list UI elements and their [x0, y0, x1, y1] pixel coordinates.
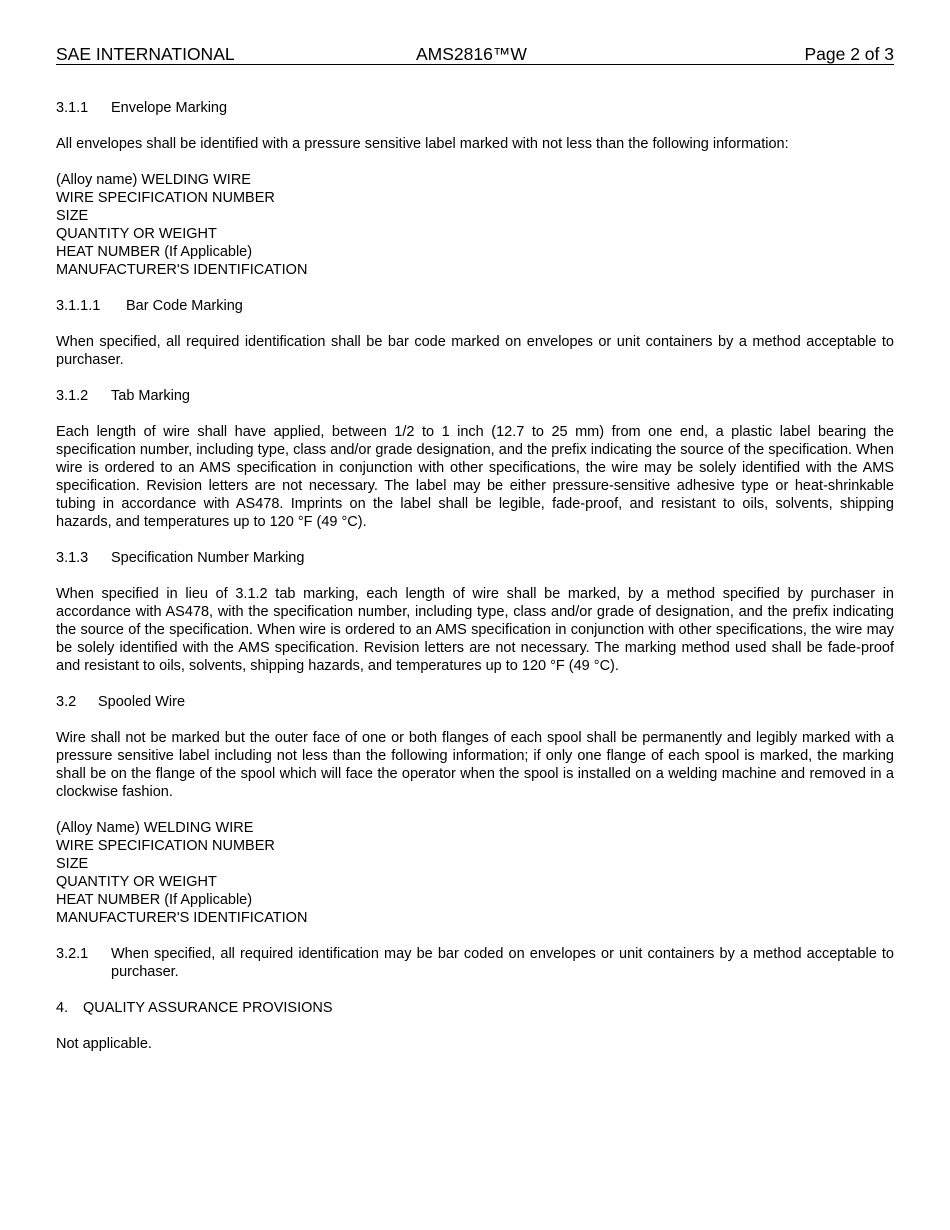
list-item: (Alloy name) WELDING WIRE — [56, 172, 251, 188]
envelope-marking-list — [56, 171, 894, 279]
section-number: 3.1.2 — [56, 388, 89, 404]
section-3-1-3-text: When specified in lieu of 3.1.2 tab marking, each length of wire shall be marked, by a method specified by purchaser in accordance with AS478, with the specification number, including type, class and/or grade of designation, and the prefix indicating the source of the specification. When wire is ordered to an AMS specification in conjunction with other specifications, the wire may be solely identified with the AMS specification. Revision letters are not necessary. The marking method used shall be fade-proof and resistant to oils, solvents, shipping hazards, and temperatures up to 120 °F (49 °C). — [56, 586, 894, 674]
section-title: Envelope Marking — [111, 100, 228, 116]
list-item: HEAT NUMBER (If Applicable) — [56, 244, 253, 260]
list-item: HEAT NUMBER (If Applicable) — [56, 892, 253, 908]
section-title: Spooled Wire — [98, 694, 186, 710]
list-item: WIRE SPECIFICATION NUMBER — [56, 838, 275, 854]
list-item: QUANTITY OR WEIGHT — [56, 874, 217, 890]
section-3-1-1-1-text: When specified, all required identification shall be bar code marked on envelopes or unit containers by a method acceptable to purchaser. — [56, 334, 894, 368]
section-3-2-text: Wire shall not be marked but the outer face of one or both flanges of each spool shall be permanently and legibly marked with a pressure sensitive label including not less than the following information; if only one flange of each spool is marked, the marking shall be on the flange of the spool which will face the operator when the spool is installed on a welding machine and removed in a clockwise fashion. — [56, 730, 894, 800]
section-number: 3.2.1 — [56, 946, 89, 962]
section-title: Tab Marking — [111, 388, 190, 404]
list-item: MANUFACTURER'S IDENTIFICATION — [56, 262, 308, 278]
section-3-1-1-intro: All envelopes shall be identified with a pressure sensitive label marked with not less than the following information: — [56, 136, 789, 152]
section-3-1-1-heading — [56, 99, 894, 117]
list-item: WIRE SPECIFICATION NUMBER — [56, 190, 275, 206]
section-3-2-heading — [56, 693, 894, 711]
section-3-1-1-1-heading — [56, 297, 894, 315]
section-title: Bar Code Marking — [126, 298, 243, 314]
list-item: MANUFACTURER'S IDENTIFICATION — [56, 910, 308, 926]
document-page — [56, 44, 894, 1071]
list-item: QUANTITY OR WEIGHT — [56, 226, 217, 242]
section-3-1-2-heading — [56, 387, 894, 405]
section-number: 4. — [56, 1000, 69, 1016]
section-title: Specification Number Marking — [111, 550, 305, 566]
section-number: 3.2 — [56, 694, 77, 710]
spool-marking-list — [56, 819, 894, 927]
list-item: (Alloy Name) WELDING WIRE — [56, 820, 254, 836]
document-body — [56, 99, 894, 1053]
list-item: SIZE — [56, 856, 89, 872]
header-page-number: Page 2 of 3 — [804, 44, 894, 64]
header-org: SAE INTERNATIONAL — [56, 44, 235, 64]
section-4-text: Not applicable. — [56, 1036, 152, 1052]
section-number: 3.1.1 — [56, 100, 89, 116]
section-number: 3.1.1.1 — [56, 298, 101, 314]
header-doc-id: AMS2816™W — [416, 44, 527, 64]
section-number: 3.1.3 — [56, 550, 89, 566]
section-3-2-1 — [56, 945, 894, 981]
list-item: SIZE — [56, 208, 89, 224]
page-header — [56, 44, 894, 65]
section-title: QUALITY ASSURANCE PROVISIONS — [83, 1000, 333, 1016]
section-3-2-1-text: When specified, all required identification may be bar coded on envelopes or unit containers by a method acceptable to purchaser. — [111, 946, 894, 980]
section-3-1-2-text: Each length of wire shall have applied, between 1/2 to 1 inch (12.7 to 25 mm) from one end, a plastic label bearing the specification number, including type, class and/or grade designation, and the prefix indicating the source of the specification. When wire is ordered to an AMS specification in conjunction with other specifications, the wire may be solely identified with the AMS specification. Revision letters are not necessary. The label may be either pressure-sensitive adhesive type or heat-shrinkable tubing in accordance with AS478. Imprints on the label shall be legible, fade-proof, and resistant to oils, solvents, shipping hazards, and temperatures up to 120 °F (49 °C). — [56, 424, 894, 530]
section-3-1-3-heading — [56, 549, 894, 567]
section-4-heading — [56, 999, 894, 1017]
